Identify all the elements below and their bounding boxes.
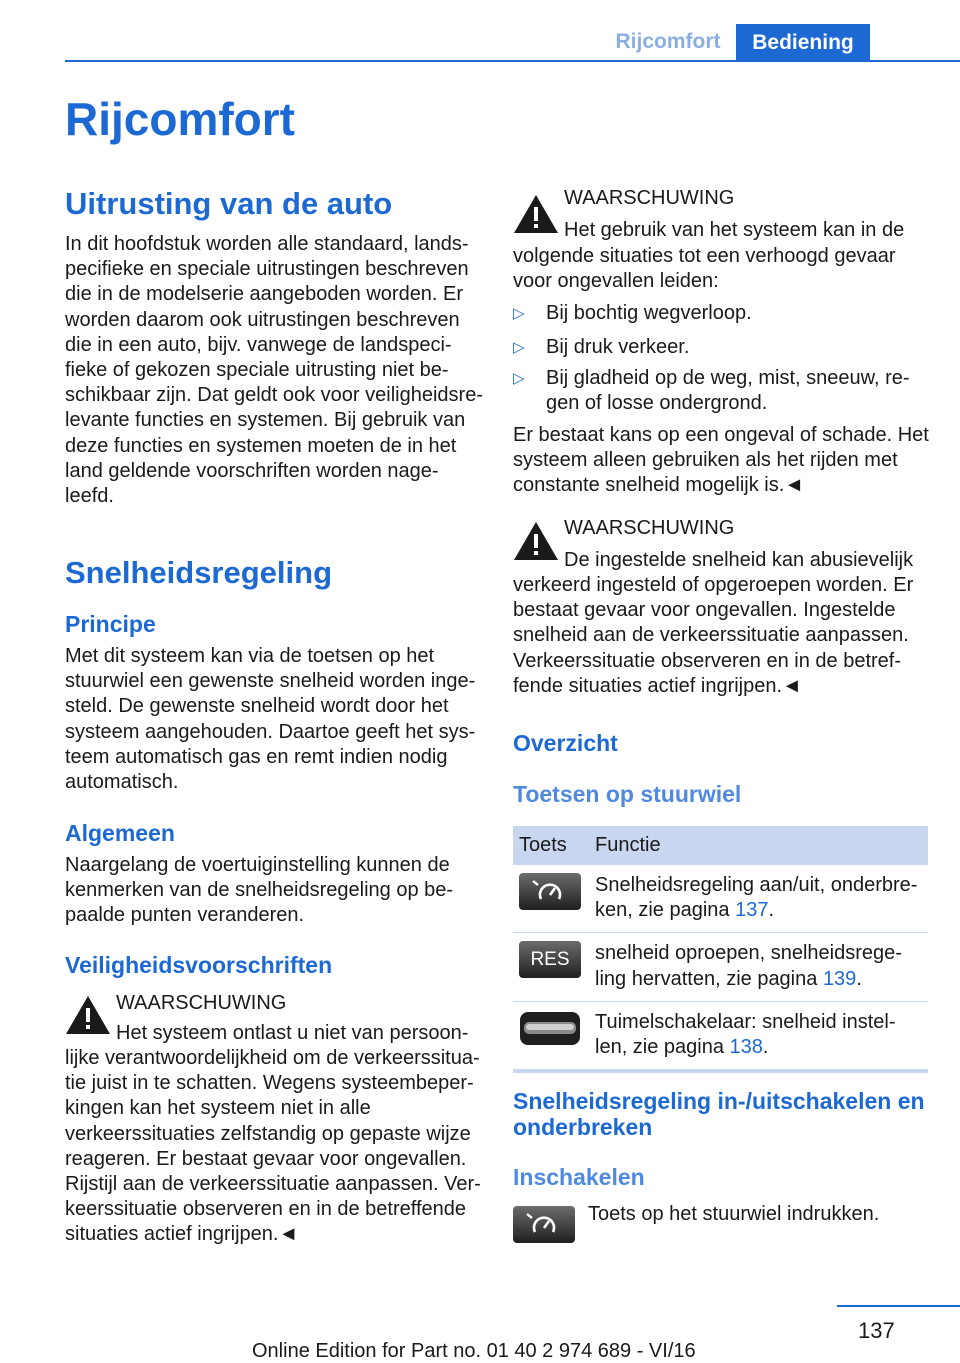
uitrusting-paragraph: In dit hoofdstuk worden alle standaard, lands‐ pecifieke en speciale uitrustingen beschreven die in de modelserie aangeboden worden. Er worden daarom ook uitrustingen beschreven die in een auto, bijv. vanwege de landspeci‐ fieke of gekozen speciale uitrusting niet be‐ schikbaar zijn. Dat geldt ook voor veiligheidsre‐ levante functies en systemen. Bij gebruik van deze functies en systemen moeten de in het land geldende voorschriften worden nage‐ leefd. [65,233,483,508]
table-cell-function: Tuimelschakelaar: snelheid instel‐ len, zie pagina 138. [589,1001,928,1071]
section-heading-uitrusting: Uitrusting van de auto [65,186,393,221]
algemeen-paragraph: Naargelang de voertuiginstelling kunnen de kenmerken van de snelheidsregeling op be‐ paalde punten veranderen. [65,854,454,927]
principe-paragraph: Met dit systeem kan via de toetsen op het stuurwiel een gewenste snelheid worden inge‐ steld. De gewenste snelheid wordt door het systeem aangehouden. Daartoe geeft het sys‐ teem automatisch gas en remt indien nodig automatisch. [65,645,476,794]
subheading-in-uitschakelen: Snelheidsregeling in-/uitschakelen en onderbreken [513,1088,925,1140]
table-cell-key [513,933,589,1001]
page-number: 137 [858,1318,895,1343]
page-title: Rijcomfort [65,93,295,145]
section-heading-snelheidsregeling: Snelheidsregeling [65,555,333,590]
subheading-principe: Principe [65,611,156,637]
page-link[interactable]: 138 [729,1036,763,1059]
warning-triangle-icon [64,994,112,1036]
footer-rule [837,1305,960,1307]
cruise-control-icon [519,873,581,910]
header-tab-chapter: Bediening [736,24,870,62]
warning-triangle-icon [512,520,560,562]
rocker-switch-icon [519,1010,581,1047]
table-cell-function: snelheid oproepen, snelheidsrege‐ ling hervatten, zie pagina 139. [589,933,928,1001]
table-header-row [513,826,928,865]
warning-paragraph: volgende situaties tot een verhoogd gevaar voor ongevallen leiden: [513,245,896,293]
page-link[interactable]: 137 [735,899,769,922]
table-row [513,865,928,933]
res-button-icon [519,941,581,978]
table-cell-key [513,1001,589,1071]
table-cell-function: Snelheidsregeling aan/uit, onderbre‐ ken, zie pagina 137. [589,865,928,933]
warning-closing-paragraph: Er bestaat kans op een ongeval of schade. Het systeem alleen gebruiken als het rijden met constante snelheid mogelijk is.◄ [513,424,929,497]
table-row [513,933,928,1001]
subheading-veiligheidsvoorschriften: Veiligheidsvoorschriften [65,952,333,978]
table-row [513,1001,928,1071]
warning-label: WAARSCHUWING [116,992,287,1014]
subheading-toetsen: Toetsen op stuurwiel [513,781,742,807]
keys-table [513,826,928,1073]
header-rule [65,60,960,62]
bullet-triangle-icon: ▷ [513,339,525,356]
warning-label: WAARSCHUWING [564,517,735,539]
bullet-triangle-icon: ▷ [513,305,525,322]
header-tab-section: Rijcomfort [615,30,721,53]
column-header-functie: Functie [589,826,928,865]
warning-triangle-icon [512,193,560,235]
subheading-algemeen: Algemeen [65,820,175,846]
warning-first-line: Het gebruik van het systeem kan in de [564,219,905,241]
warning-first-line: De ingestelde snelheid kan abusievelijk [564,549,914,571]
column-header-toets: Toets [513,826,589,865]
warning-first-line: Het systeem ontlast u niet van persoon‐ [116,1022,469,1044]
subheading-overzicht: Overzicht [513,730,618,756]
warning-paragraph: lijke verantwoordelijkheid om de verkeerssitua‐ tie juist in te schatten. Wegens systeembeper‐ kingen kan het systeem niet in alle verkeerssituaties zelfstandig op gepaste wijze reageren. Er bestaat gevaar voor ongevallen. Rijstijl aan de verkeerssituatie aanpassen. Ver‐ keerssituatie observeren en in de betreffende situaties actief ingrijpen.◄ [65,1047,481,1246]
bullet-triangle-icon: ▷ [513,370,525,387]
page-link[interactable]: 139 [822,967,857,990]
res-button-label: RES [530,949,570,971]
footer-edition: Online Edition for Part no. 01 40 2 974 689 - VI/16 [252,1340,696,1362]
cruise-control-icon [513,1206,575,1243]
inschakelen-text: Toets op het stuurwiel indrukken. [588,1203,880,1225]
table-cell-key [513,865,589,933]
warning-label: WAARSCHUWING [564,187,735,209]
subheading-inschakelen: Inschakelen [513,1164,645,1190]
warning-paragraph: verkeerd ingesteld of opgeroepen worden. Er bestaat gevaar voor ongevallen. Ingestelde snelheid aan de verkeerssituatie aanpassen. Verkeerssituatie observeren en in de betref‐ fende situaties actief ingrijpen.◄ [513,574,914,697]
